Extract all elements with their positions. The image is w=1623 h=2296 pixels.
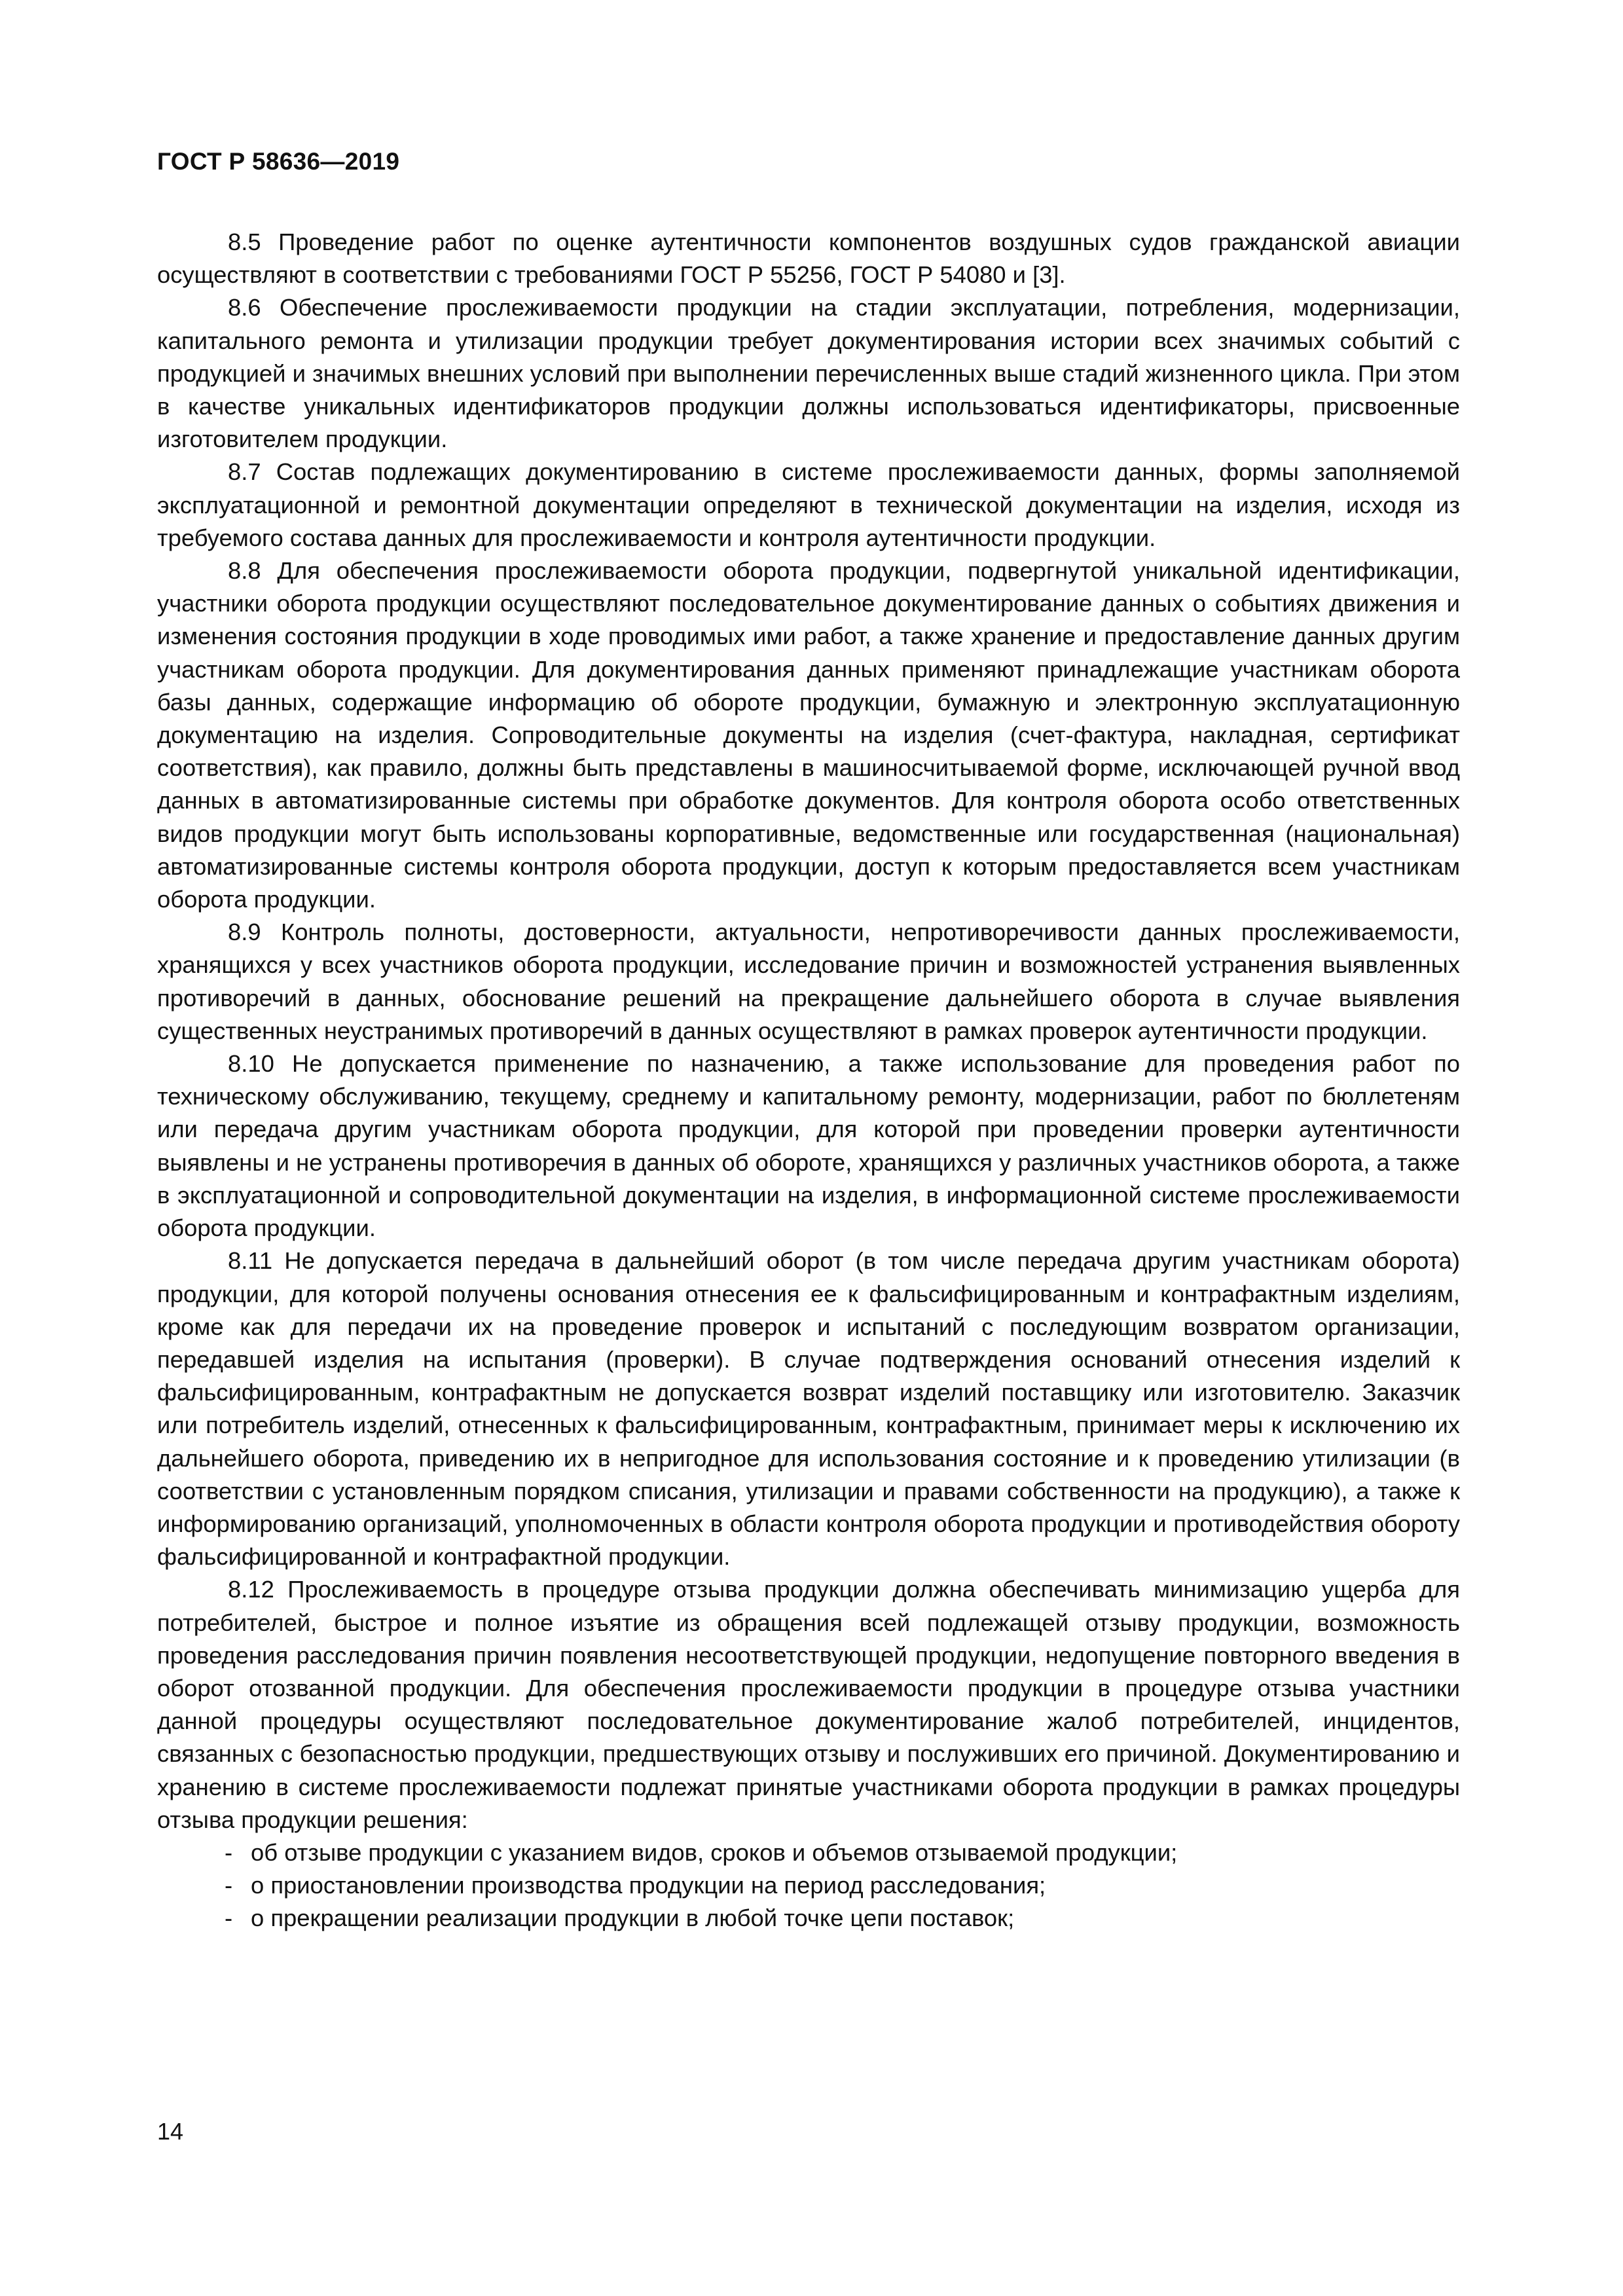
list-item-text: об отзыве продукции с указанием видов, сроков и объемов отзываемой продукции; (251, 1838, 1178, 1866)
list-item (157, 1902, 1460, 1935)
list-item-text: о прекращении реализации продукции в любой точке цепи поставок; (251, 1904, 1015, 1932)
paragraph-8-10: 8.10 Не допускается применение по назначению, а также использование для проведения работ по техническому обслуживанию, текущему, среднему и капитальному ремонту, модернизации, работ по бюллетеням или передача другим участникам оборота продукции, для которой при проведении проверки аутентичности выявлены и не устранены противоречия в данных об обороте, хранящихся у различных участников оборота, а также в эксплуатационной и сопроводительной документации на изделия, в информационной системе прослеживаемости оборота продукции. (157, 1050, 1460, 1242)
paragraph-8-9: 8.9 Контроль полноты, достоверности, актуальности, непротиворечивости данных прослеживаемости, хранящихся у всех участников оборота продукции, исследование причин и возможностей устранения выявленных противоречий в данных, обоснование решений на прекращение дальнейшего оборота в случае выявления существенных неустранимых противоречий в данных осуществляют в рамках проверок аутентичности продукции. (157, 919, 1460, 1044)
recall-decisions-list (157, 1836, 1460, 1935)
paragraph-8-12: 8.12 Прослеживаемость в процедуре отзыва продукции должна обеспечивать минимизацию ущерба для потребителей, быстрое и полное изъятие из обращения всей подлежащей отзыву продукции, возможность проведения расследования причин появления несоответствующей продукции, недопущение повторного введения в оборот отозванной продукции. Для обеспечения прослеживаемости продукции в процедуре отзыва участники данной процедуры осуществляют последовательное документирование жалоб потребителей, инцидентов, связанных с безопасностью продукции, предшествующих отзыву и послуживших его причиной. Документированию и хранению в системе прослеживаемости подлежат принятые участниками оборота продукции в рамках процедуры отзыва продукции решения: (157, 1576, 1460, 1833)
paragraph-8-7: 8.7 Состав подлежащих документированию в системе прослеживаемости данных, формы заполняемой эксплуатационной и ремонтной документации определяют в технической документации на изделия, исходя из требуемого состава данных для прослеживаемости и контроля аутентичности продукции. (157, 458, 1460, 551)
paragraph-8-6: 8.6 Обеспечение прослеживаемости продукции на стадии эксплуатации, потребления, модернизации, капитального ремонта и утилизации продукции требует документирования истории всех значимых событий с продукцией и значимых внешних условий при выполнении перечисленных выше стадий жизненного цикла. При этом в качестве уникальных идентификаторов продукции должны использоваться идентификаторы, присвоенные изготовителем продукции. (157, 294, 1460, 453)
list-item-text: о приостановлении производства продукции на период расследования; (251, 1872, 1046, 1899)
list-dash: - (225, 1838, 233, 1866)
standard-header: ГОСТ Р 58636—2019 (157, 148, 400, 175)
page-number: 14 (157, 2118, 184, 2145)
document-body (157, 226, 1460, 1935)
list-item (157, 1869, 1460, 1902)
paragraph-8-11: 8.11 Не допускается передача в дальнейший оборот (в том числе передача другим участникам оборота) продукции, для которой получены основания отнесения ее к фальсифицированным и контрафактным изделиям, кроме как для передачи их на проведение проверок и испытаний с последующим возвратом организации, передавшей изделия на испытания (проверки). В случае подтверждения оснований отнесения изделий к фальсифицированным, контрафактным не допускается возврат изделий поставщику или изготовителю. Заказчик или потребитель изделий, отнесенных к фальсифицированным, контрафактным, принимает меры к исключению их дальнейшего оборота, приведению их в непригодное для использования состояние и к проведению утилизации (в соответствии с установленным порядком списания, утилизации и правами собственности на продукцию), а также к информированию организаций, уполномоченных в области контроля оборота продукции и противодействия обороту фальсифицированной и контрафактной продукции. (157, 1247, 1460, 1571)
paragraph-8-5: 8.5 Проведение работ по оценке аутентичности компонентов воздушных судов гражданской авиации осуществляют в соответствии с требованиями ГОСТ Р 55256, ГОСТ Р 54080 и [3]. (157, 228, 1460, 289)
list-item (157, 1836, 1460, 1869)
list-dash: - (225, 1904, 233, 1932)
paragraph-8-8: 8.8 Для обеспечения прослеживаемости оборота продукции, подвергнутой уникальной идентификации, участники оборота продукции осуществляют последовательное документирование данных о событиях движения и изменения состояния продукции в ходе проводимых ими работ, а также хранение и предоставление данных другим участникам оборота продукции. Для документирования данных применяют принадлежащие участникам оборота базы данных, содержащие информацию об обороте продукции, бумажную и электронную эксплуатационную документацию на изделия. Сопроводительные документы на изделия (счет-фактура, накладная, сертификат соответствия), как правило, должны быть представлены в машиносчитываемой форме, исключающей ручной ввод данных в автоматизированные системы при обработке документов. Для контроля оборота особо ответственных видов продукции могут быть использованы корпоративные, ведомственные или государственная (национальная) автоматизированные системы контроля оборота продукции, доступ к которым предоставляется всем участникам оборота продукции. (157, 557, 1460, 913)
list-dash: - (225, 1872, 233, 1899)
